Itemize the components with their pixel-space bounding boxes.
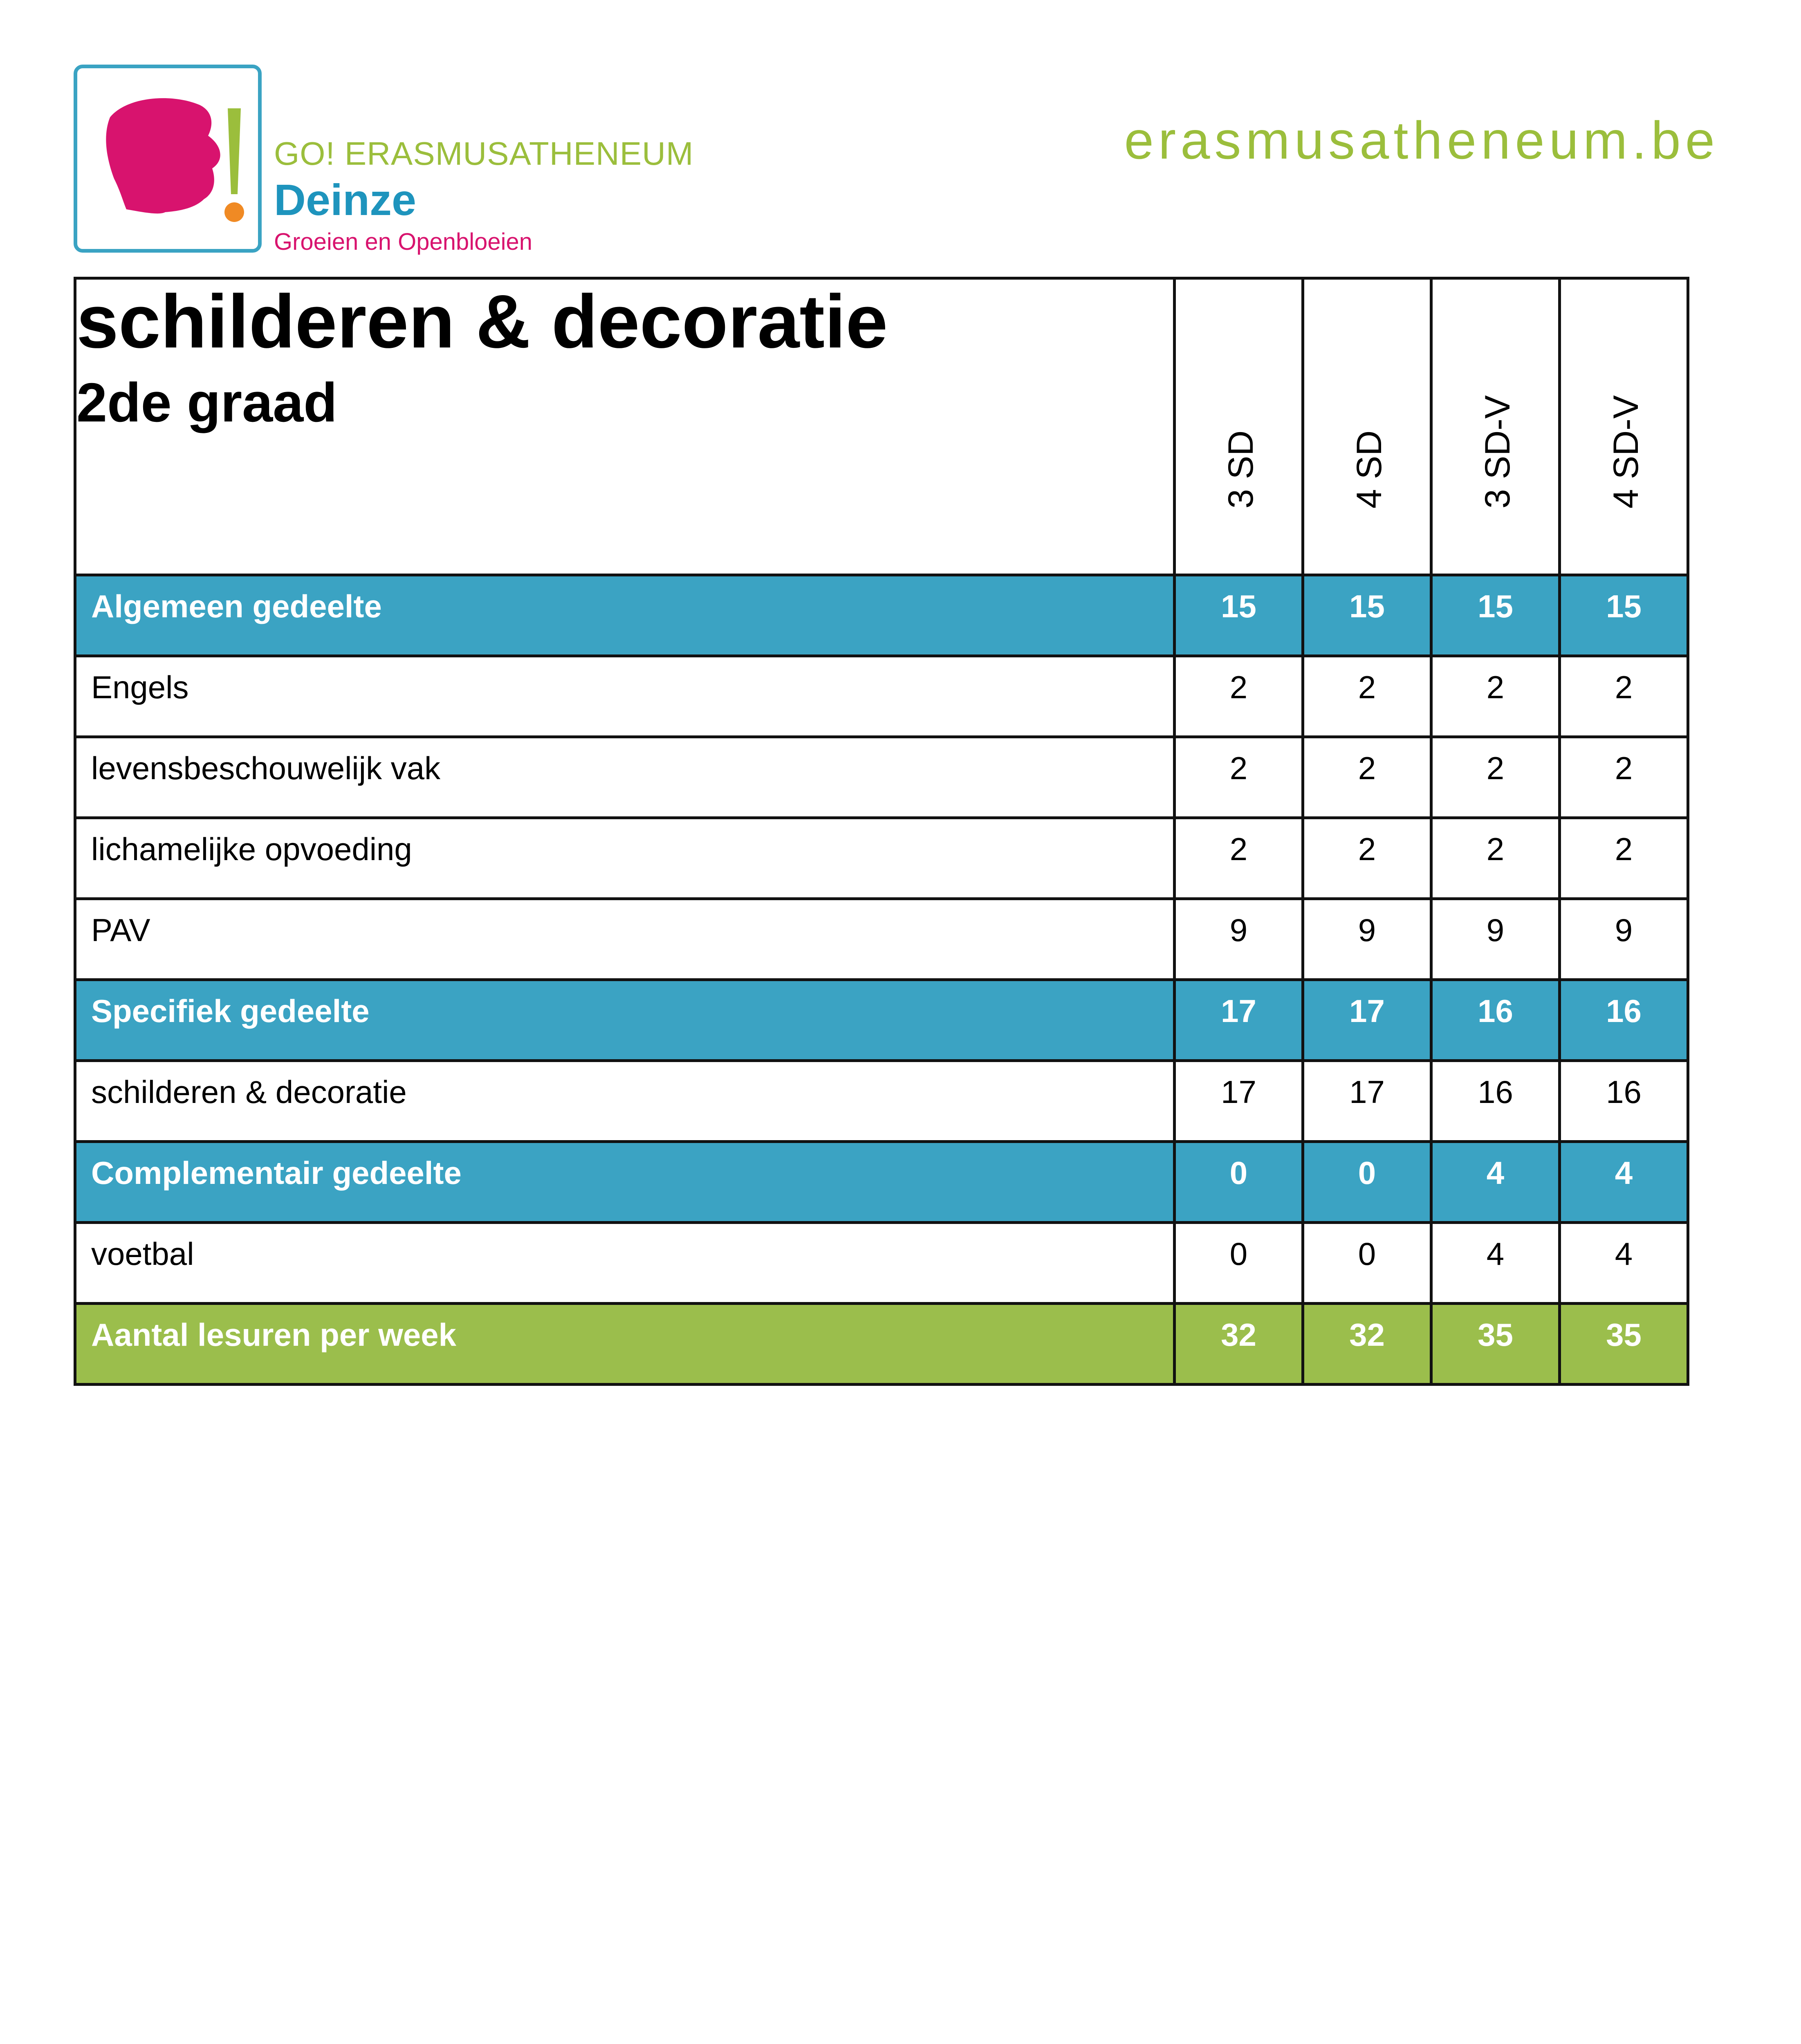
hours-cell: 32 [1303, 1304, 1431, 1385]
column-header-label: 3 SD-V [1478, 395, 1517, 509]
hours-cell: 17 [1175, 1061, 1303, 1142]
row-label: PAV [75, 899, 1175, 980]
hours-cell: 2 [1303, 656, 1431, 737]
table-title: schilderen & decoratie [76, 280, 888, 364]
row-label: Complementair gedeelte [75, 1142, 1175, 1223]
hours-cell: 15 [1175, 575, 1303, 656]
column-header-label: 4 SD-V [1606, 395, 1646, 509]
table-subtitle: 2de graad [76, 372, 337, 434]
hours-cell: 2 [1560, 656, 1688, 737]
row-label: schilderen & decoratie [75, 1061, 1175, 1142]
hours-cell: 2 [1303, 737, 1431, 818]
logo-emblem [74, 65, 262, 253]
hours-cell: 15 [1303, 575, 1431, 656]
hours-cell: 35 [1431, 1304, 1560, 1385]
hours-cell: 0 [1303, 1142, 1431, 1223]
hours-cell: 4 [1431, 1223, 1560, 1304]
total-row [75, 1304, 1688, 1385]
hours-cell: 4 [1431, 1142, 1560, 1223]
website-link[interactable]: erasmusatheneum.be [1124, 110, 1719, 170]
hours-cell: 2 [1431, 818, 1560, 899]
column-header [1303, 278, 1431, 575]
row-label: levensbeschouwelijk vak [75, 737, 1175, 818]
hours-cell: 2 [1303, 818, 1431, 899]
row-label: Algemeen gedeelte [75, 575, 1175, 656]
hours-cell: 17 [1303, 1061, 1431, 1142]
logo-head-exclamation-icon [77, 68, 258, 249]
hours-cell: 0 [1303, 1223, 1431, 1304]
hours-cell: 16 [1431, 1061, 1560, 1142]
hours-cell: 2 [1175, 737, 1303, 818]
section-row [75, 575, 1688, 656]
column-header-label: 3 SD [1221, 430, 1260, 509]
hours-cell: 17 [1175, 980, 1303, 1061]
hours-cell: 16 [1560, 980, 1688, 1061]
hours-cell: 16 [1431, 980, 1560, 1061]
hours-cell: 9 [1303, 899, 1431, 980]
hours-cell: 9 [1175, 899, 1303, 980]
table-row [75, 899, 1688, 980]
logo-school-name: GO! ERASMUSATHENEUM [274, 135, 694, 172]
row-label: Engels [75, 656, 1175, 737]
row-label: voetbal [75, 1223, 1175, 1304]
hours-cell: 32 [1175, 1304, 1303, 1385]
section-row [75, 980, 1688, 1061]
hours-cell: 4 [1560, 1223, 1688, 1304]
table-row [75, 737, 1688, 818]
column-header [1175, 278, 1303, 575]
table-row [75, 818, 1688, 899]
table-title-cell [75, 278, 1175, 575]
hours-cell: 9 [1560, 899, 1688, 980]
row-label: Aantal lesuren per week [75, 1304, 1175, 1385]
hours-cell: 15 [1560, 575, 1688, 656]
logo-city: Deinze [274, 175, 417, 224]
hours-cell: 0 [1175, 1142, 1303, 1223]
logo-tagline: Groeien en Openbloeien [274, 229, 533, 255]
section-row [75, 1142, 1688, 1223]
curriculum-table [74, 277, 1689, 1386]
table-row [75, 656, 1688, 737]
column-header-label: 4 SD [1349, 430, 1389, 509]
hours-cell: 4 [1560, 1142, 1688, 1223]
hours-cell: 2 [1431, 737, 1560, 818]
hours-cell: 17 [1303, 980, 1431, 1061]
hours-cell: 2 [1560, 818, 1688, 899]
hours-cell: 9 [1431, 899, 1560, 980]
column-header [1431, 278, 1560, 575]
hours-cell: 2 [1560, 737, 1688, 818]
hours-cell: 0 [1175, 1223, 1303, 1304]
hours-cell: 2 [1175, 818, 1303, 899]
table-row [75, 1223, 1688, 1304]
row-label: Specifiek gedeelte [75, 980, 1175, 1061]
table-header-row [75, 278, 1688, 575]
hours-cell: 15 [1431, 575, 1560, 656]
column-header [1560, 278, 1688, 575]
school-logo [74, 65, 711, 257]
hours-cell: 2 [1431, 656, 1560, 737]
hours-cell: 16 [1560, 1061, 1688, 1142]
hours-cell: 2 [1175, 656, 1303, 737]
row-label: lichamelijke opvoeding [75, 818, 1175, 899]
table-row [75, 1061, 1688, 1142]
hours-cell: 35 [1560, 1304, 1688, 1385]
